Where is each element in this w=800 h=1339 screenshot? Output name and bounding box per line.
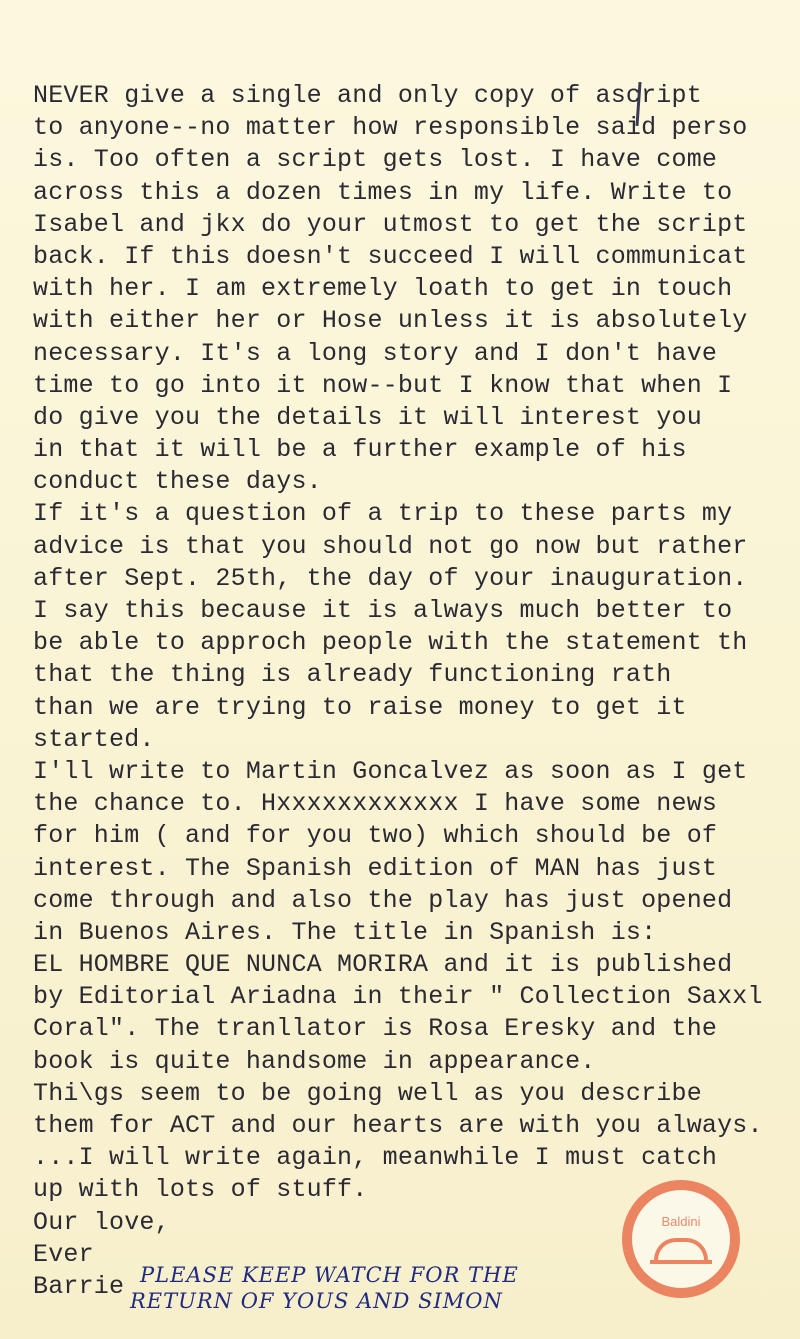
handwritten-note-line-2: RETURN OF YOUS AND SIMON — [130, 1289, 503, 1313]
letter-line: up with lots of stuff. — [33, 1175, 368, 1205]
letter-line: that the thing is already functioning rath — [33, 660, 672, 690]
letter-line: Our love, — [33, 1207, 170, 1237]
letter-line: Isabel and jkx do your utmost to get the script — [33, 209, 748, 239]
letter-line: with her. I am extremely loath to get in touch — [33, 274, 733, 304]
letter-line: in that it will be a further example of his — [33, 435, 687, 465]
letter-line: I say this because it is always much better to — [33, 596, 733, 625]
letter-line: than we are trying to raise money to get it — [33, 692, 687, 722]
letter-line: EL HOMBRE QUE NUNCA MORIRA and it is published — [33, 950, 733, 980]
letter-line: Coral". The tranllator is Rosa Eresky and the — [33, 1014, 718, 1044]
letter-line: to anyone--no matter how responsible said perso — [33, 113, 748, 143]
letter-line: back. If this doesn't succeed I will communicat — [33, 241, 748, 271]
letter-line: across this a dozen times in my life. Write to — [33, 177, 733, 207]
letter-line: Thi\gs seem to be going well as you describe — [33, 1078, 702, 1108]
letter-line: book is quite handsome in appearance. — [33, 1046, 596, 1076]
watermark-base-icon — [650, 1260, 712, 1264]
letter-line: Ever — [33, 1239, 94, 1269]
letter-line: NEVER give a single and only copy of ascript — [33, 81, 702, 110]
letter-line: come through and also the play has just opened — [33, 885, 733, 915]
letter-line: the chance to. Hxxxxxxxxxxxx I have some news — [33, 789, 718, 819]
letter-line: If it's a question of a trip to these parts my — [33, 499, 733, 529]
letter-line: time to go into it now--but I know that when I — [33, 370, 733, 400]
watermark-label: Baldini — [661, 1214, 701, 1229]
letter-line: them for ACT and our hearts are with you always. — [33, 1111, 763, 1140]
letter-line: in Buenos Aires. The title in Spanish is: — [33, 917, 657, 947]
letter-line: Barrie — [33, 1271, 125, 1301]
letter-line: do give you the details it will interest you — [33, 402, 702, 432]
letter-line: is. Too often a script gets lost. I have come — [33, 145, 718, 175]
watermark-stamp — [622, 1180, 740, 1298]
letter-line: conduct these days. — [33, 467, 322, 497]
letter-line: for him ( and for you two) which should be of — [33, 821, 718, 851]
letter-line: ...I will write again, meanwhile I must catch — [33, 1143, 718, 1173]
letter-line: be able to approch people with the statement th — [33, 628, 748, 658]
letter-line: advice is that you should not go now but rather — [33, 531, 748, 561]
letter-line: with either her or Hose unless it is absolutely — [33, 306, 748, 336]
handwritten-note-line-1: PLEASE KEEP WATCH FOR THE — [140, 1263, 519, 1287]
watermark-arch-icon — [654, 1238, 708, 1260]
letter-line: interest. The Spanish edition of MAN has just — [33, 853, 718, 883]
letter-line: I'll write to Martin Goncalvez as soon as I get — [33, 756, 748, 786]
letter-line: necessary. It's a long story and I don't have — [33, 338, 718, 368]
letter-line: by Editorial Ariadna in their " Collection Saxxl — [33, 982, 763, 1012]
letter-line: after Sept. 25th, the day of your inauguration. — [33, 563, 748, 593]
typed-letter — [33, 80, 800, 1303]
letter-line: started. — [33, 724, 155, 754]
